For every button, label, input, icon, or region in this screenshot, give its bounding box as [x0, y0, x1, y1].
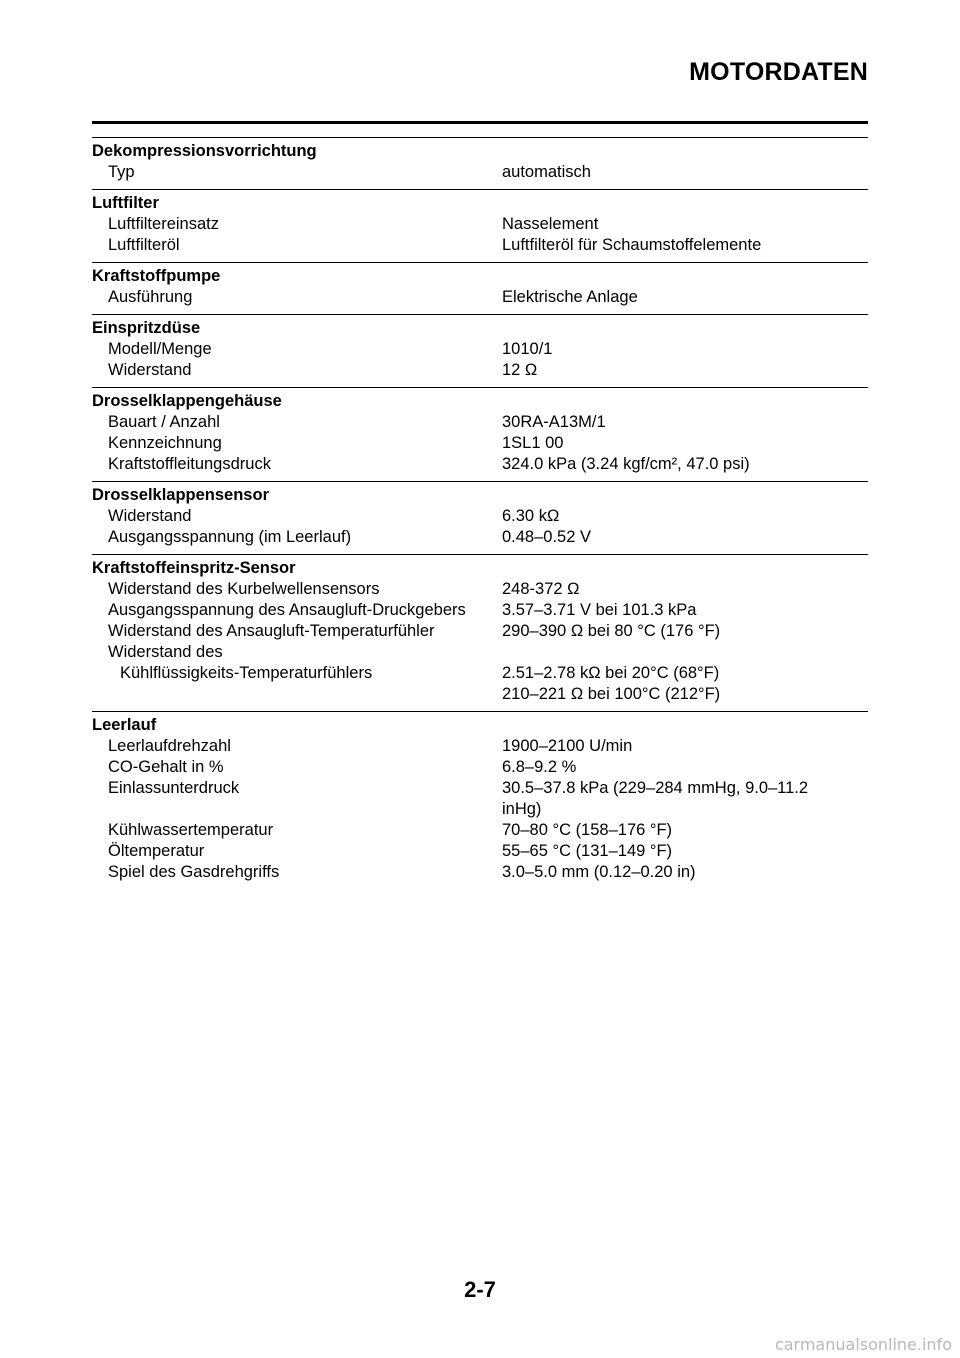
spec-value: 6.30 kΩ — [502, 507, 560, 525]
spec-label: CO-Gehalt in % — [108, 758, 224, 776]
spec-value — [502, 642, 868, 663]
spec-section — [92, 711, 868, 889]
spec-value: 30RA-A13M/1 — [502, 413, 606, 431]
spec-row — [92, 820, 868, 841]
section-title: Kraftstoffpumpe — [92, 267, 221, 285]
spec-label: Widerstand — [108, 507, 192, 525]
spec-label: Ausgangsspannung des Ansaugluft-Druckgebers — [108, 601, 466, 619]
spec-label: Typ — [108, 163, 135, 181]
spec-label: Einlassunterdruck — [108, 779, 240, 797]
spec-value: Luftfilteröl für Schaumstoffelemente — [502, 236, 762, 254]
spec-section — [92, 314, 868, 387]
spec-label: Kühlflüssigkeits-Temperaturfühlers — [120, 664, 373, 682]
spec-value: 0.48–0.52 V — [502, 528, 591, 546]
spec-row — [92, 621, 868, 642]
spec-section — [92, 554, 868, 711]
spec-label: Kraftstoffleitungsdruck — [108, 455, 271, 473]
spec-value: 210–221 Ω bei 100°C (212°F) — [502, 685, 721, 703]
section-title: Luftfilter — [92, 194, 159, 212]
spec-row — [92, 600, 868, 621]
spec-value: 1010/1 — [502, 340, 553, 358]
spec-label: Widerstand des — [108, 643, 223, 661]
spec-value: automatisch — [502, 163, 591, 181]
section-title: Dekompressionsvorrichtung — [92, 142, 317, 160]
spec-row — [92, 736, 868, 757]
spec-value: 12 Ω — [502, 361, 538, 379]
watermark: carmanualsonline.info — [774, 1335, 952, 1354]
spec-label: Luftfilteröl — [108, 236, 180, 254]
spec-value: 290–390 Ω bei 80 °C (176 °F) — [502, 622, 721, 640]
spec-table — [92, 137, 868, 889]
section-title: Kraftstoffeinspritz-Sensor — [92, 559, 296, 577]
spec-label: Kennzeichnung — [108, 434, 222, 452]
spec-section — [92, 387, 868, 481]
spec-section — [92, 481, 868, 554]
spec-section — [92, 189, 868, 262]
spec-row — [92, 433, 868, 454]
page-title: MOTORDATEN — [689, 58, 868, 86]
spec-label: Luftfiltereinsatz — [108, 215, 219, 233]
spec-value: 1SL1 00 — [502, 434, 564, 452]
spec-label: Modell/Menge — [108, 340, 212, 358]
spec-value: 30.5–37.8 kPa (229–284 mmHg, 9.0–11.2 inHg) — [502, 779, 809, 818]
spec-row — [92, 162, 868, 183]
spec-row — [92, 684, 868, 705]
spec-row — [92, 235, 868, 256]
spec-label: Ausführung — [108, 288, 193, 306]
section-title: Leerlauf — [92, 716, 157, 734]
spec-row — [92, 412, 868, 433]
spec-row — [92, 506, 868, 527]
spec-row — [92, 527, 868, 548]
spec-row — [92, 778, 868, 820]
spec-row — [92, 862, 868, 883]
spec-section — [92, 262, 868, 314]
spec-row — [92, 339, 868, 360]
spec-label: Widerstand des Ansaugluft-Temperaturfühler — [108, 622, 435, 640]
page-number: 2-7 — [464, 1277, 496, 1302]
spec-value: 6.8–9.2 % — [502, 758, 577, 776]
spec-label: Kühlwassertemperatur — [108, 821, 274, 839]
spec-row — [92, 454, 868, 475]
spec-value: 3.0–5.0 mm (0.12–0.20 in) — [502, 863, 696, 881]
spec-value: 1900–2100 U/min — [502, 737, 633, 755]
spec-label: Öltemperatur — [108, 842, 205, 860]
spec-value: 248-372 Ω — [502, 580, 580, 598]
section-title: Drosselklappengehäuse — [92, 392, 282, 410]
spec-row — [92, 663, 868, 684]
spec-label: Widerstand des Kurbelwellensensors — [108, 580, 380, 598]
spec-row — [92, 757, 868, 778]
header-rule — [92, 121, 868, 124]
spec-row — [92, 360, 868, 381]
spec-label: Spiel des Gasdrehgriffs — [108, 863, 280, 881]
spec-value: Elektrische Anlage — [502, 288, 638, 306]
spec-label: Widerstand — [108, 361, 192, 379]
section-title: Drosselklappensensor — [92, 486, 269, 504]
spec-row — [92, 214, 868, 235]
spec-value: 2.51–2.78 kΩ bei 20°C (68°F) — [502, 664, 720, 682]
spec-label: Ausgangsspannung (im Leerlauf) — [108, 528, 352, 546]
spec-value: 324.0 kPa (3.24 kgf/cm², 47.0 psi) — [502, 455, 750, 473]
spec-row — [92, 287, 868, 308]
spec-label: Bauart / Anzahl — [108, 413, 220, 431]
spec-value: 70–80 °C (158–176 °F) — [502, 821, 673, 839]
spec-row — [92, 579, 868, 600]
spec-row — [92, 841, 868, 862]
spec-value: 3.57–3.71 V bei 101.3 kPa — [502, 601, 697, 619]
spec-value: Nasselement — [502, 215, 599, 233]
spec-section — [92, 137, 868, 189]
spec-label — [92, 684, 502, 705]
spec-row — [92, 642, 868, 663]
section-title: Einspritzdüse — [92, 319, 201, 337]
spec-value: 55–65 °C (131–149 °F) — [502, 842, 673, 860]
spec-label: Leerlaufdrehzahl — [108, 737, 231, 755]
